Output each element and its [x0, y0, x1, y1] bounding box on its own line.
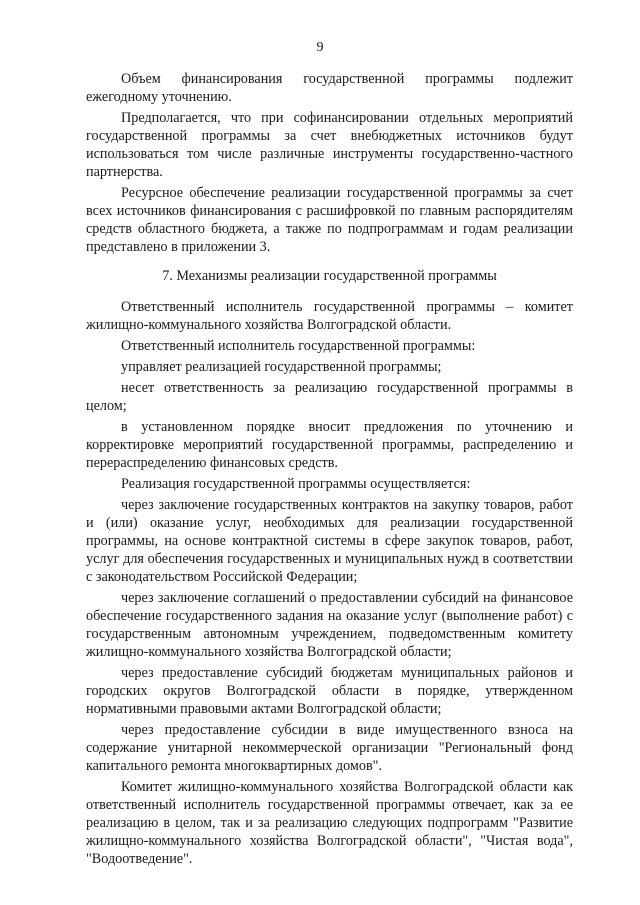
paragraph-implementation-intro: Реализация государственной программы осуществляется:: [121, 476, 471, 492]
paragraph-implementation-agreements: через заключение соглашений о предоставлении субсидий на финансовое обеспечение государственного задания на оказание услуг (выполнение работ) с государственным автономным учреждением, подведомственным комитету жилищно-коммунального хозяйства Волгоградской области;: [86, 590, 573, 660]
document-body: [86, 70, 573, 871]
paragraph-duty-proposals: в установленном порядке вносит предложения по уточнению и корректировке мероприятий государственной программы, распределению и перераспределению финансовых средств.: [86, 419, 573, 471]
paragraph-committee-responsibility: Комитет жилищно-коммунального хозяйства Волгоградской области как ответственный исполнитель государственной программы отвечает, как за ее реализацию в целом, так и за реализацию следующих подпрограмм "Развитие жилищно-коммунального хозяйства Волгоградской области", "Чистая вода", "Водоотведение".: [86, 779, 573, 867]
page-number: 9: [316, 40, 324, 55]
paragraph-implementation-property-contribution: через предоставление субсидии в виде имущественного взноса на содержание унитарной некоммерческой организации "Региональный фонд капитального ремонта многоквартирных домов".: [86, 722, 573, 774]
paragraph-executor-duties-intro: Ответственный исполнитель государственной программы:: [121, 338, 476, 354]
paragraph-duty-manages: управляет реализацией государственной программы;: [121, 359, 442, 375]
paragraph-responsible-executor: Ответственный исполнитель государственной программы – комитет жилищно-коммунального хозяйства Волгоградской области.: [86, 299, 573, 333]
paragraph-cofinancing: Предполагается, что при софинансировании отдельных мероприятий государственной программы за счет внебюджетных источников будут использоваться том числе различные инструменты государственно-частного партнерства.: [86, 110, 573, 180]
paragraph-implementation-subsidies-budgets: через предоставление субсидий бюджетам муниципальных районов и городских округов Волгоградской области в порядке, утвержденном нормативными правовыми актами Волгоградской области;: [86, 665, 573, 717]
paragraph-implementation-contracts: через заключение государственных контрактов на закупку товаров, работ и (или) оказание услуг, необходимых для реализации государственной программы, на основе контрактной системы в сфере закупок товаров, работ, услуг для обеспечения государственных и муниципальных нужд в соответствии с законодательством Российской Федерации;: [86, 497, 573, 585]
paragraph-funding-volume: Объем финансирования государственной программы подлежит ежегодному уточнению.: [86, 71, 573, 105]
paragraph-resource-support: Ресурсное обеспечение реализации государственной программы за счет всех источников финансирования с расшифровкой по главным распорядителям средств областного бюджета, а также по подпрограммам и годам реализации представлено в приложении 3.: [86, 185, 573, 255]
paragraph-duty-responsible: несет ответственность за реализацию государственной программы в целом;: [86, 380, 573, 414]
section-heading: 7. Механизмы реализации государственной программы: [162, 268, 497, 284]
